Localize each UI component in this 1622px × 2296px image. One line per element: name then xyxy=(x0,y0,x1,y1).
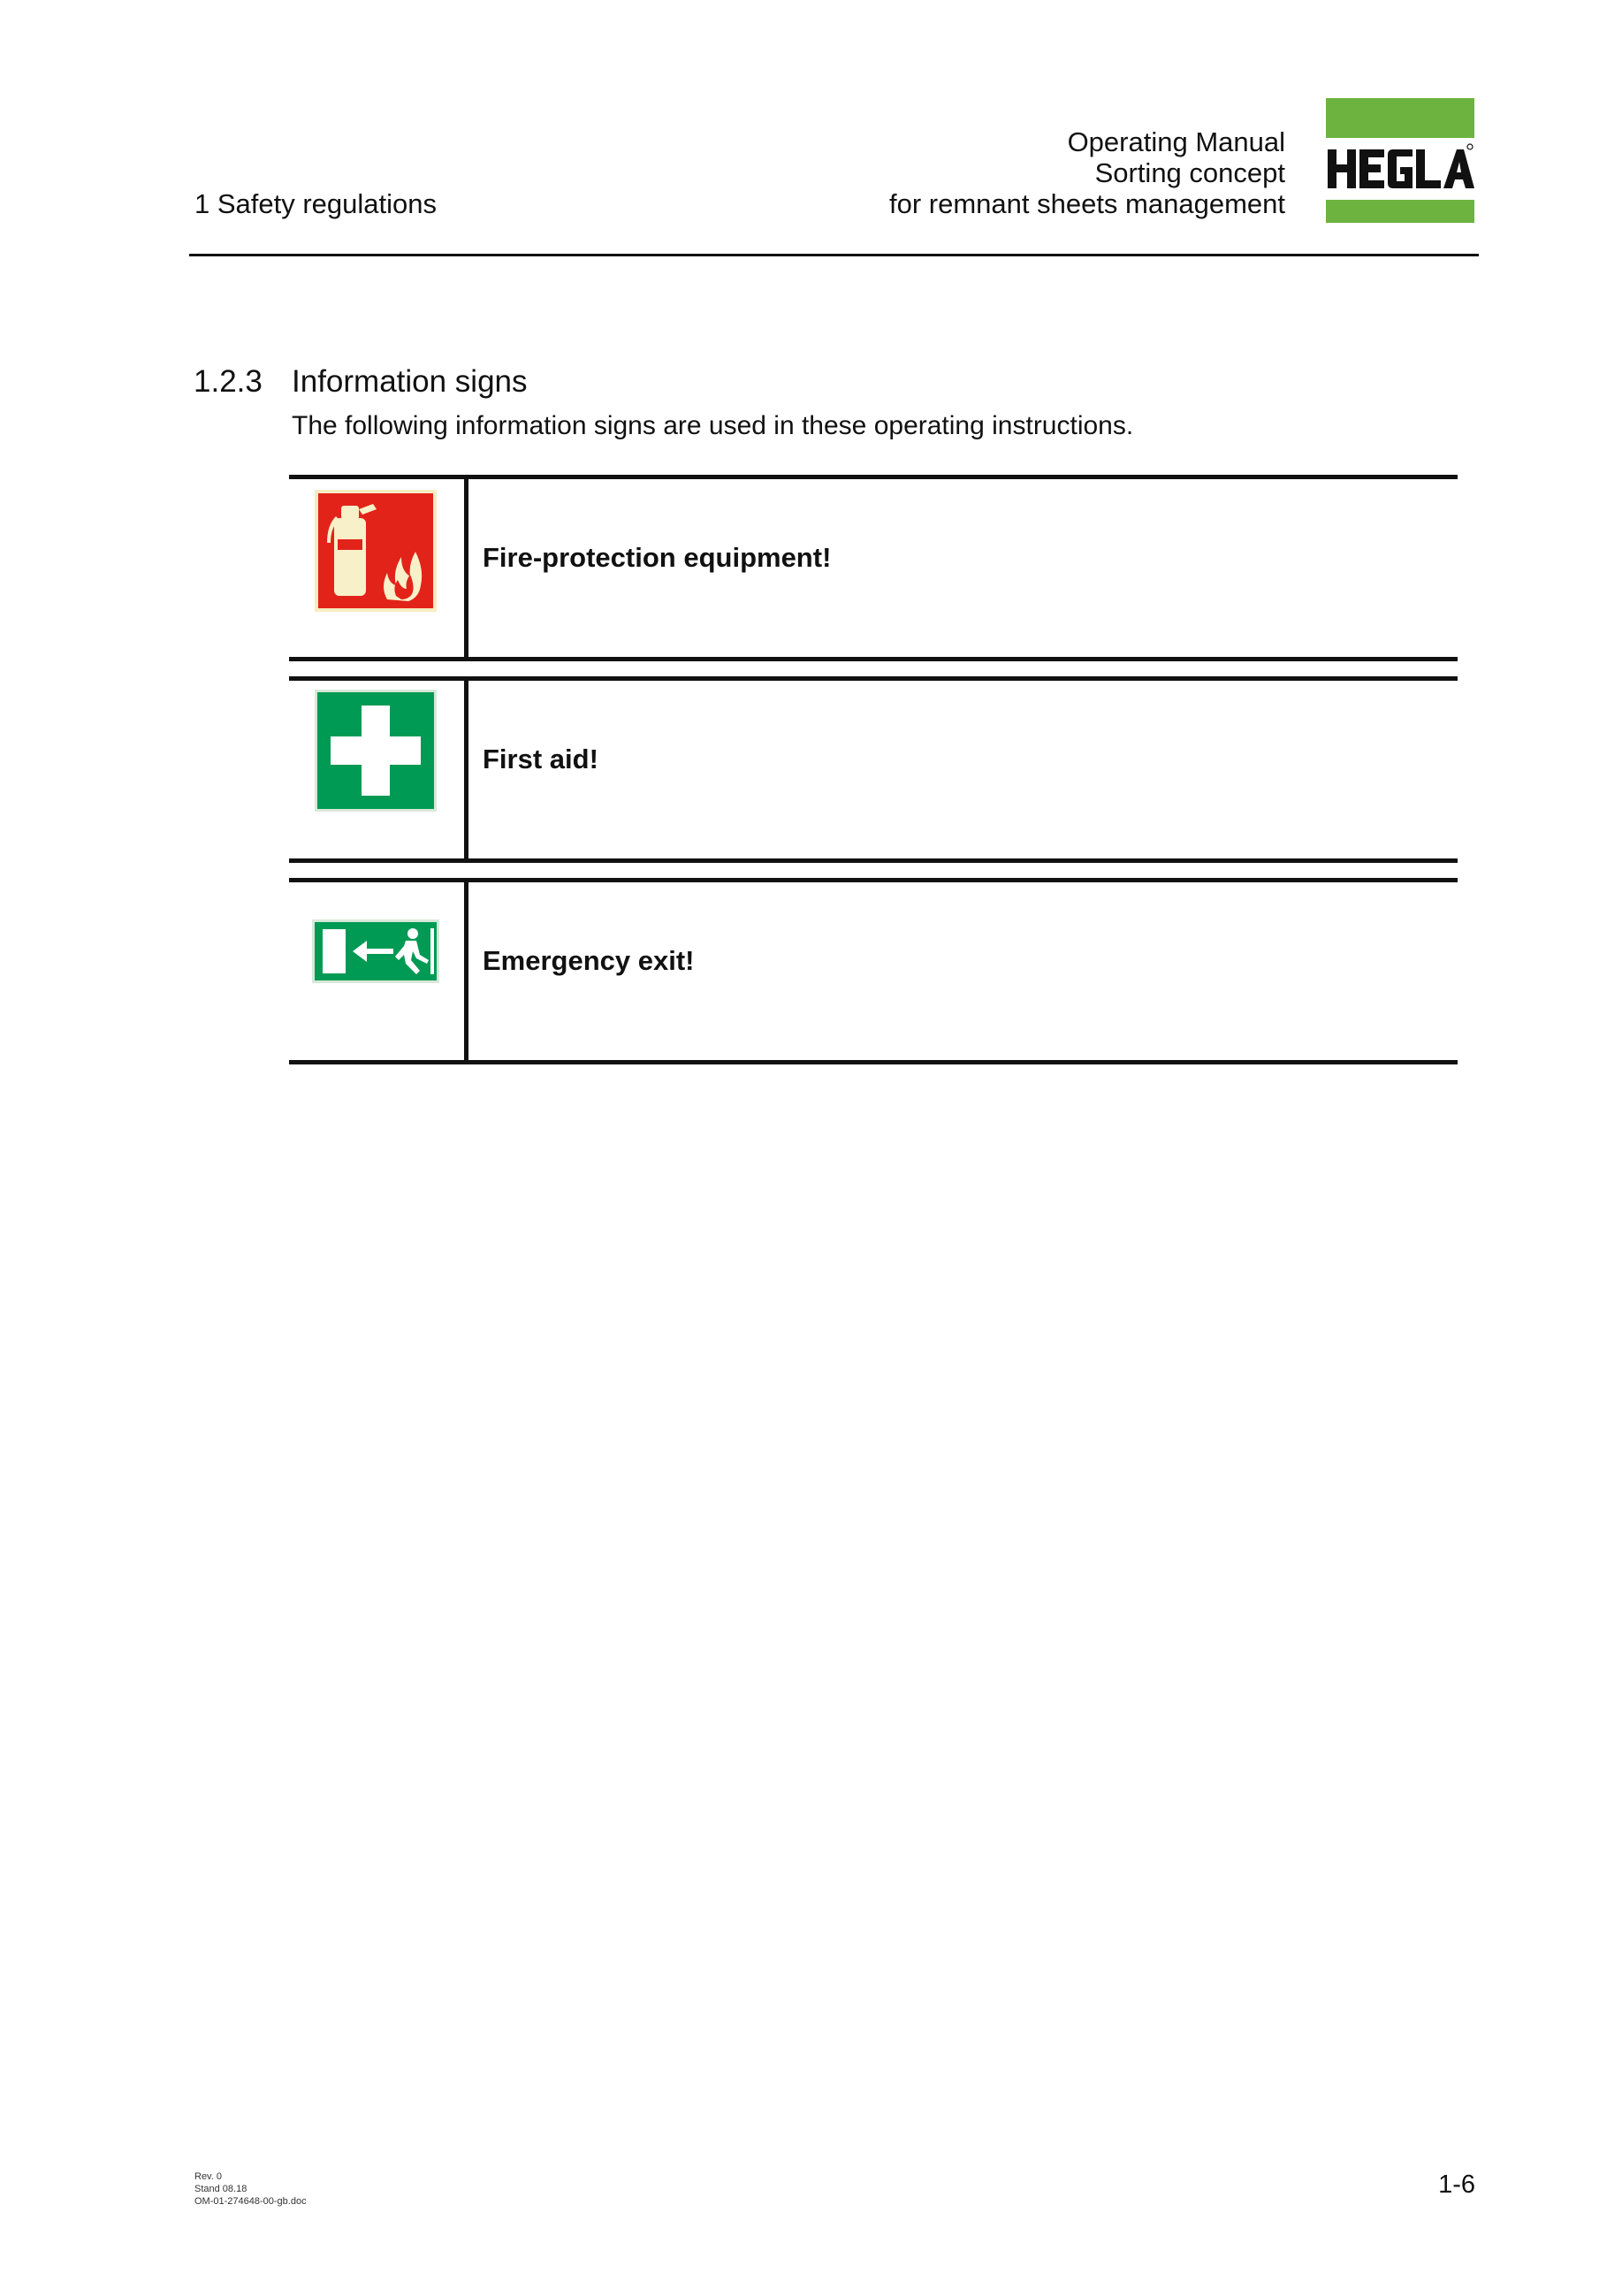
page-number: 1-6 xyxy=(1438,2170,1475,2199)
sign-label: Emergency exit! xyxy=(483,945,695,976)
fire-extinguisher-icon xyxy=(315,490,437,612)
sign-label: First aid! xyxy=(483,744,598,774)
first-aid-icon xyxy=(315,690,437,812)
information-signs-table xyxy=(289,475,1458,1079)
footer-stand: Stand 08.18 xyxy=(194,2184,247,2194)
sign-icon-cell xyxy=(289,681,464,858)
sign-row-emergency-exit xyxy=(289,878,1458,1064)
document-title-line: Sorting concept xyxy=(1094,157,1285,188)
document-title-line: for remnant sheets management xyxy=(888,188,1285,219)
document-title xyxy=(666,126,1285,219)
section-heading xyxy=(194,362,528,401)
footer-revision-info xyxy=(194,2170,307,2208)
footer-doc-id: OM-01-274648-00-gb.doc xyxy=(194,2196,307,2207)
emergency-exit-icon xyxy=(312,919,439,983)
sign-row-fire-protection xyxy=(289,475,1458,661)
section-number: 1.2.3 xyxy=(194,364,263,399)
sign-row-first-aid xyxy=(289,676,1458,863)
intro-text: The following information signs are used in these operating instructions. xyxy=(292,411,1134,440)
row-divider xyxy=(464,676,468,863)
header-divider xyxy=(189,254,1479,256)
sign-icon-cell xyxy=(289,882,464,1060)
row-bottom-rule xyxy=(289,1060,1458,1064)
row-bottom-rule xyxy=(289,858,1458,863)
sign-label: Fire-protection equipment! xyxy=(483,542,832,573)
chapter-title: 1 Safety regulations xyxy=(194,188,438,219)
hegla-logo xyxy=(1326,98,1474,223)
row-divider xyxy=(464,475,468,661)
document-title-line: Operating Manual xyxy=(1067,126,1285,157)
section-title: Information signs xyxy=(292,364,528,399)
row-bottom-rule xyxy=(289,657,1458,661)
sign-icon-cell xyxy=(289,479,464,657)
footer-rev: Rev. 0 xyxy=(194,2171,222,2182)
row-divider xyxy=(464,878,468,1064)
